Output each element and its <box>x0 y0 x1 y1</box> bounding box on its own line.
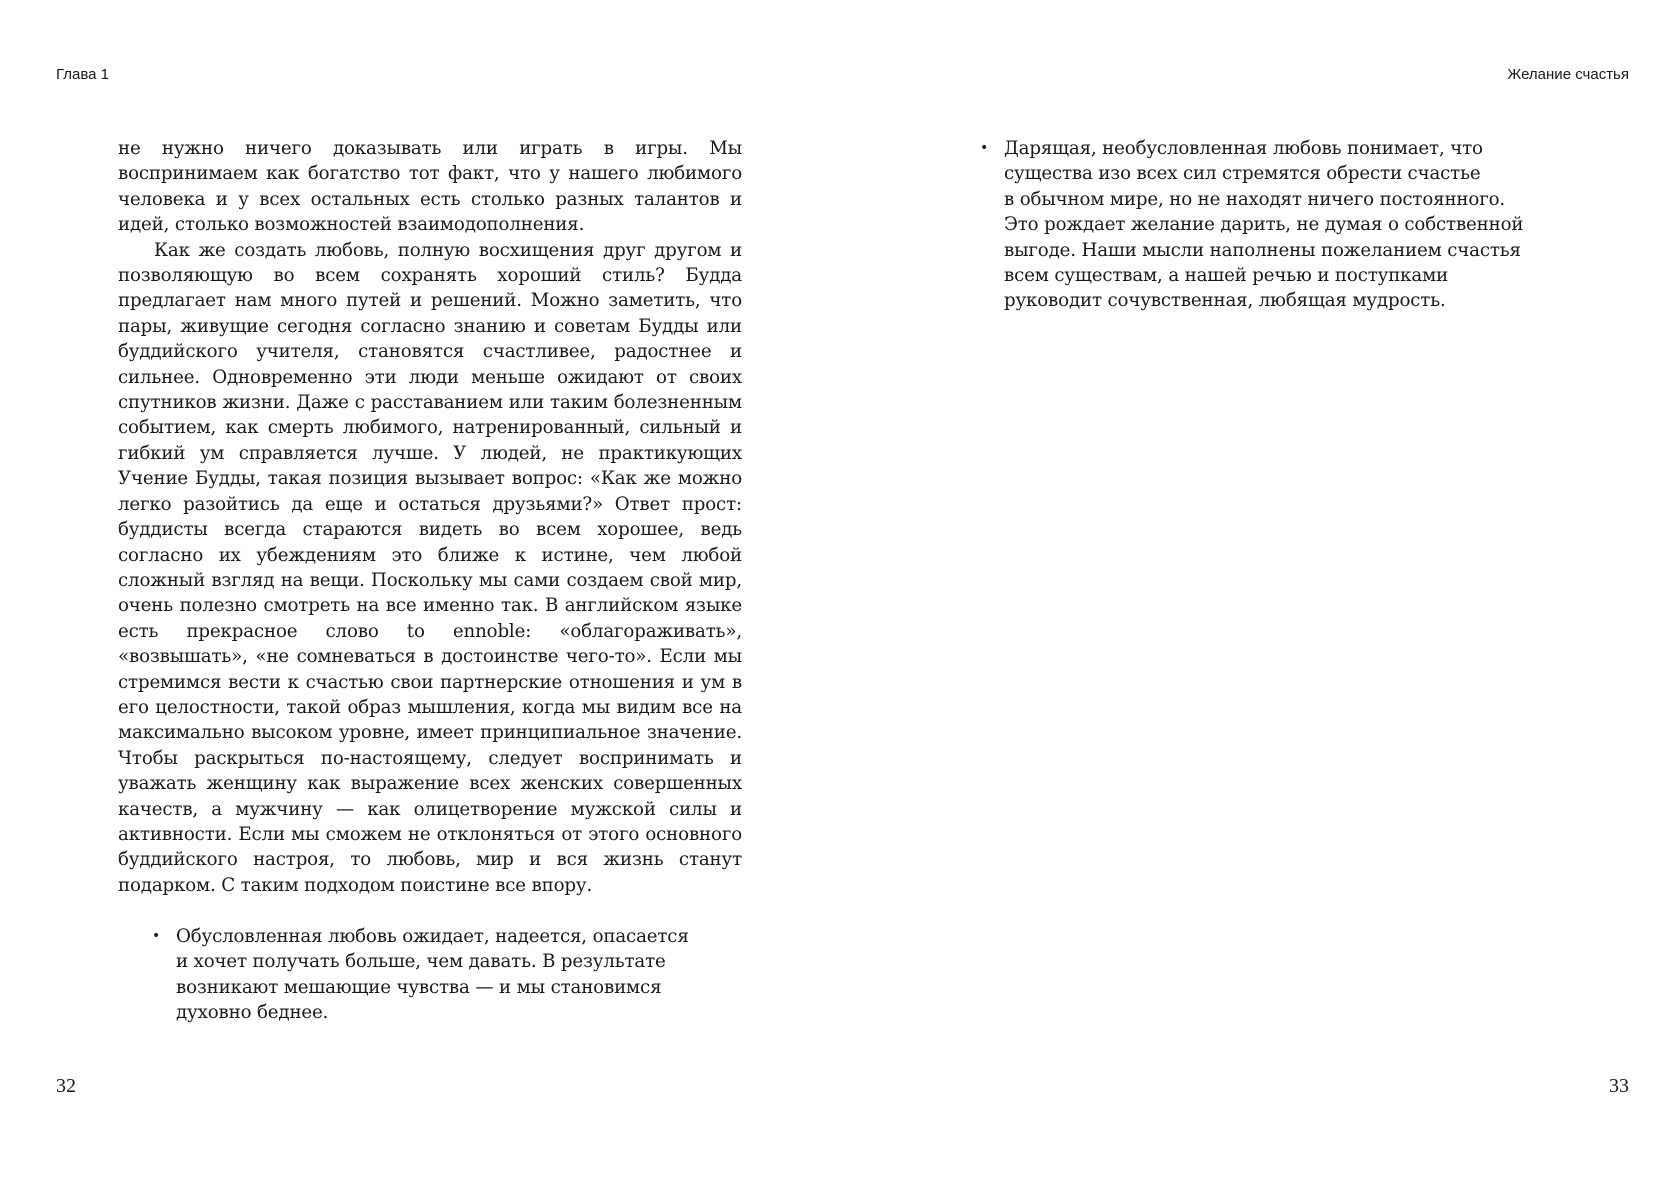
running-head-chapter: Глава 1 <box>56 66 110 83</box>
list-item-line: духовно беднее. <box>176 1002 329 1024</box>
list-item-line: руководит сочувственная, любящая мудрость. <box>1004 290 1446 312</box>
list-item-line: Дарящая, необусловленная любовь понимает, что <box>1004 138 1483 159</box>
body-text <box>118 136 742 898</box>
list-item <box>152 924 736 1026</box>
paragraph-2: Как же создать любовь, полную восхищения друг другом и позволяющую во всем сохранять хороший стиль? Будда предлагает нам много путей и решений. Можно заметить, что пары, живущие сегодня согласно знанию и советам Будды или буддийского учителя, становятся счастливее, радостнее и сильнее. Одновременно эти люди меньше ожидают от своих спутников жизни. Даже с расставанием или таким болезненным событием, как смерть любимого, натренированный, сильный и гибкий ум справляется лучше. У людей, не практикующих Учение Будды, такая позиция вызывает вопрос: «Как же можно легко разойтись да еще и остаться друзьями?» Ответ прост: буддисты всегда стараются видеть во всем хорошее, ведь согласно их убеждениям это ближе к истине, чем любой сложный взгляд на вещи. Поскольку мы сами создаем свой мир, очень полезно смотреть на все именно так. В английском языке есть прекрасное слово to ennoble: «облагораживать», «возвышать», «не сомневаться в достоинстве чего-то». Если мы стремимся вести к счастью свои партнерские отношения и ум в его целостности, такой образ мышления, когда мы видим все на максимально высоком уровне, имеет принципиальное значение. Чтобы раскрыться по-настоящему, следует воспринимать и уважать женщину как выражение всех женских совершенных качеств, а мужчину — как олицетворение мужской силы и активности. Если мы сможем не отклоняться от этого основного буддийского настроя, то любовь, мир и вся жизнь станут подарком. С таким подходом поистине все впору. <box>118 239 742 896</box>
list-item-line: Обусловленная любовь ожидает, надеется, опасается <box>176 926 689 947</box>
list-item-line: выгоде. Наши мысли наполнены пожеланием счастья <box>1004 239 1521 261</box>
bullet-marker: • <box>152 928 161 944</box>
bullet-list-giving-love <box>980 136 1584 314</box>
running-head-section: Желание счастья <box>1507 66 1629 83</box>
list-item-line: всем существам, а нашей речью и поступками <box>1004 265 1449 287</box>
paragraph-1: не нужно ничего доказывать или играть в игры. Мы воспринимаем как богатство тот факт, что у нашего любимого человека и у всех остальных есть столько разных талантов и идей, столько возможностей взаимодополнения. <box>118 138 742 236</box>
list-item-line: Это рождает желание дарить, не думая о собственной <box>1004 214 1524 236</box>
page-number-left: 32 <box>56 1075 76 1097</box>
list-item-line: существа изо всех сил стремятся обрести счастье <box>1004 163 1481 185</box>
bullet-list-conditioned-love <box>152 924 736 1026</box>
list-item <box>980 136 1584 314</box>
page-number-right: 33 <box>1609 1075 1629 1097</box>
bullet-marker: • <box>980 140 989 156</box>
list-item-line: возникают мешающие чувства — и мы становимся <box>176 976 662 998</box>
list-item-line: и хочет получать больше, чем давать. В результате <box>176 951 666 973</box>
right-page <box>839 0 1678 1191</box>
list-item-line: в обычном мире, но не находят ничего постоянного. <box>1004 188 1506 210</box>
